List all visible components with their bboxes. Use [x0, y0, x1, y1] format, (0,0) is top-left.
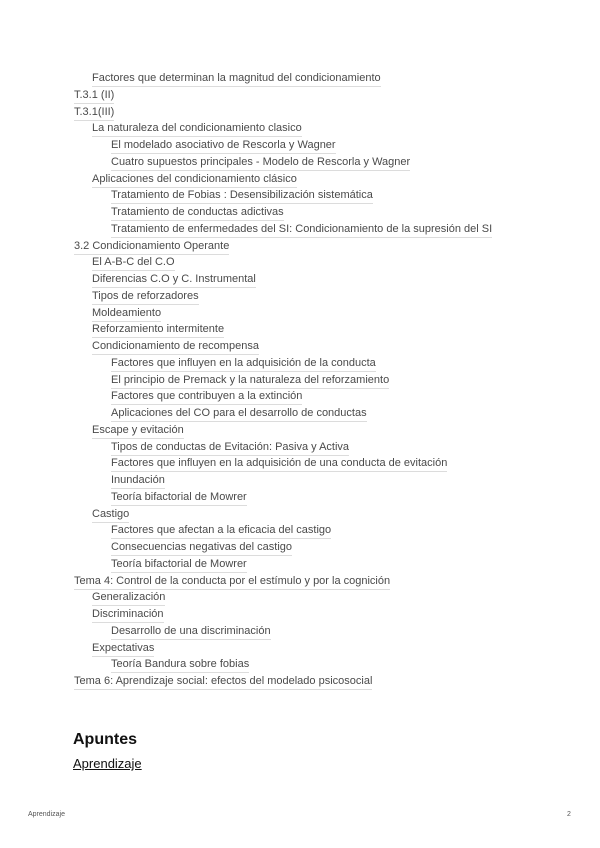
- toc-item[interactable]: Tipos de conductas de Evitación: Pasiva y Activa: [111, 440, 349, 456]
- toc-item[interactable]: Discriminación: [92, 607, 164, 623]
- toc-item[interactable]: T.3.1(III): [74, 105, 114, 121]
- toc-item[interactable]: Consecuencias negativas del castigo: [111, 540, 292, 556]
- toc-item[interactable]: Tratamiento de conductas adictivas: [111, 205, 284, 221]
- toc-item[interactable]: Castigo: [92, 507, 129, 523]
- toc-item[interactable]: Teoría bifactorial de Mowrer: [111, 490, 247, 506]
- toc-item[interactable]: 3.2 Condicionamiento Operante: [74, 239, 229, 255]
- toc-item[interactable]: El principio de Premack y la naturaleza del reforzamiento: [111, 373, 389, 389]
- toc-item[interactable]: Tratamiento de Fobias : Desensibilización sistemática: [111, 188, 373, 204]
- toc-item[interactable]: La naturaleza del condicionamiento clasico: [92, 121, 302, 137]
- toc-item[interactable]: Factores que determinan la magnitud del condicionamiento: [92, 71, 381, 87]
- toc-item[interactable]: Desarrollo de una discriminación: [111, 624, 271, 640]
- toc-item[interactable]: Factores que influyen en la adquisición de una conducta de evitación: [111, 456, 447, 472]
- section-heading: Apuntes: [73, 731, 137, 748]
- toc-item[interactable]: Tema 6: Aprendizaje social: efectos del modelado psicosocial: [74, 674, 372, 690]
- toc-item[interactable]: El A-B-C del C.O: [92, 255, 175, 271]
- toc-item[interactable]: Condicionamiento de recompensa: [92, 339, 259, 355]
- toc-item[interactable]: El modelado asociativo de Rescorla y Wagner: [111, 138, 336, 154]
- toc-item[interactable]: Cuatro supuestos principales - Modelo de Rescorla y Wagner: [111, 155, 410, 171]
- footer-page-number: 2: [567, 811, 571, 818]
- toc-item[interactable]: T.3.1 (II): [74, 88, 114, 104]
- toc-item[interactable]: Generalización: [92, 590, 165, 606]
- toc-item[interactable]: Tema 4: Control de la conducta por el estímulo y por la cognición: [74, 574, 390, 590]
- toc-item[interactable]: Moldeamiento: [92, 306, 161, 322]
- toc-item[interactable]: Teoría bifactorial de Mowrer: [111, 557, 247, 573]
- toc-item[interactable]: Teoría Bandura sobre fobias: [111, 657, 249, 673]
- toc-item[interactable]: Inundación: [111, 473, 165, 489]
- toc-item[interactable]: Factores que contribuyen a la extinción: [111, 389, 302, 405]
- toc-item[interactable]: Reforzamiento intermitente: [92, 322, 224, 338]
- toc-item[interactable]: Aplicaciones del condicionamiento clásico: [92, 172, 297, 188]
- toc-item[interactable]: Factores que afectan a la eficacia del castigo: [111, 523, 331, 539]
- toc-item[interactable]: Tipos de reforzadores: [92, 289, 199, 305]
- toc-item[interactable]: Escape y evitación: [92, 423, 184, 439]
- toc-item[interactable]: Diferencias C.O y C. Instrumental: [92, 272, 256, 288]
- toc-item[interactable]: Expectativas: [92, 641, 154, 657]
- toc-item[interactable]: Tratamiento de enfermedades del SI: Condicionamiento de la supresión del SI: [111, 222, 492, 238]
- toc-item[interactable]: Factores que influyen en la adquisición de la conducta: [111, 356, 376, 372]
- footer-title: Aprendizaje: [28, 811, 65, 818]
- toc-item[interactable]: Aplicaciones del CO para el desarrollo de conductas: [111, 406, 367, 422]
- aprendizaje-link[interactable]: Aprendizaje: [73, 756, 142, 771]
